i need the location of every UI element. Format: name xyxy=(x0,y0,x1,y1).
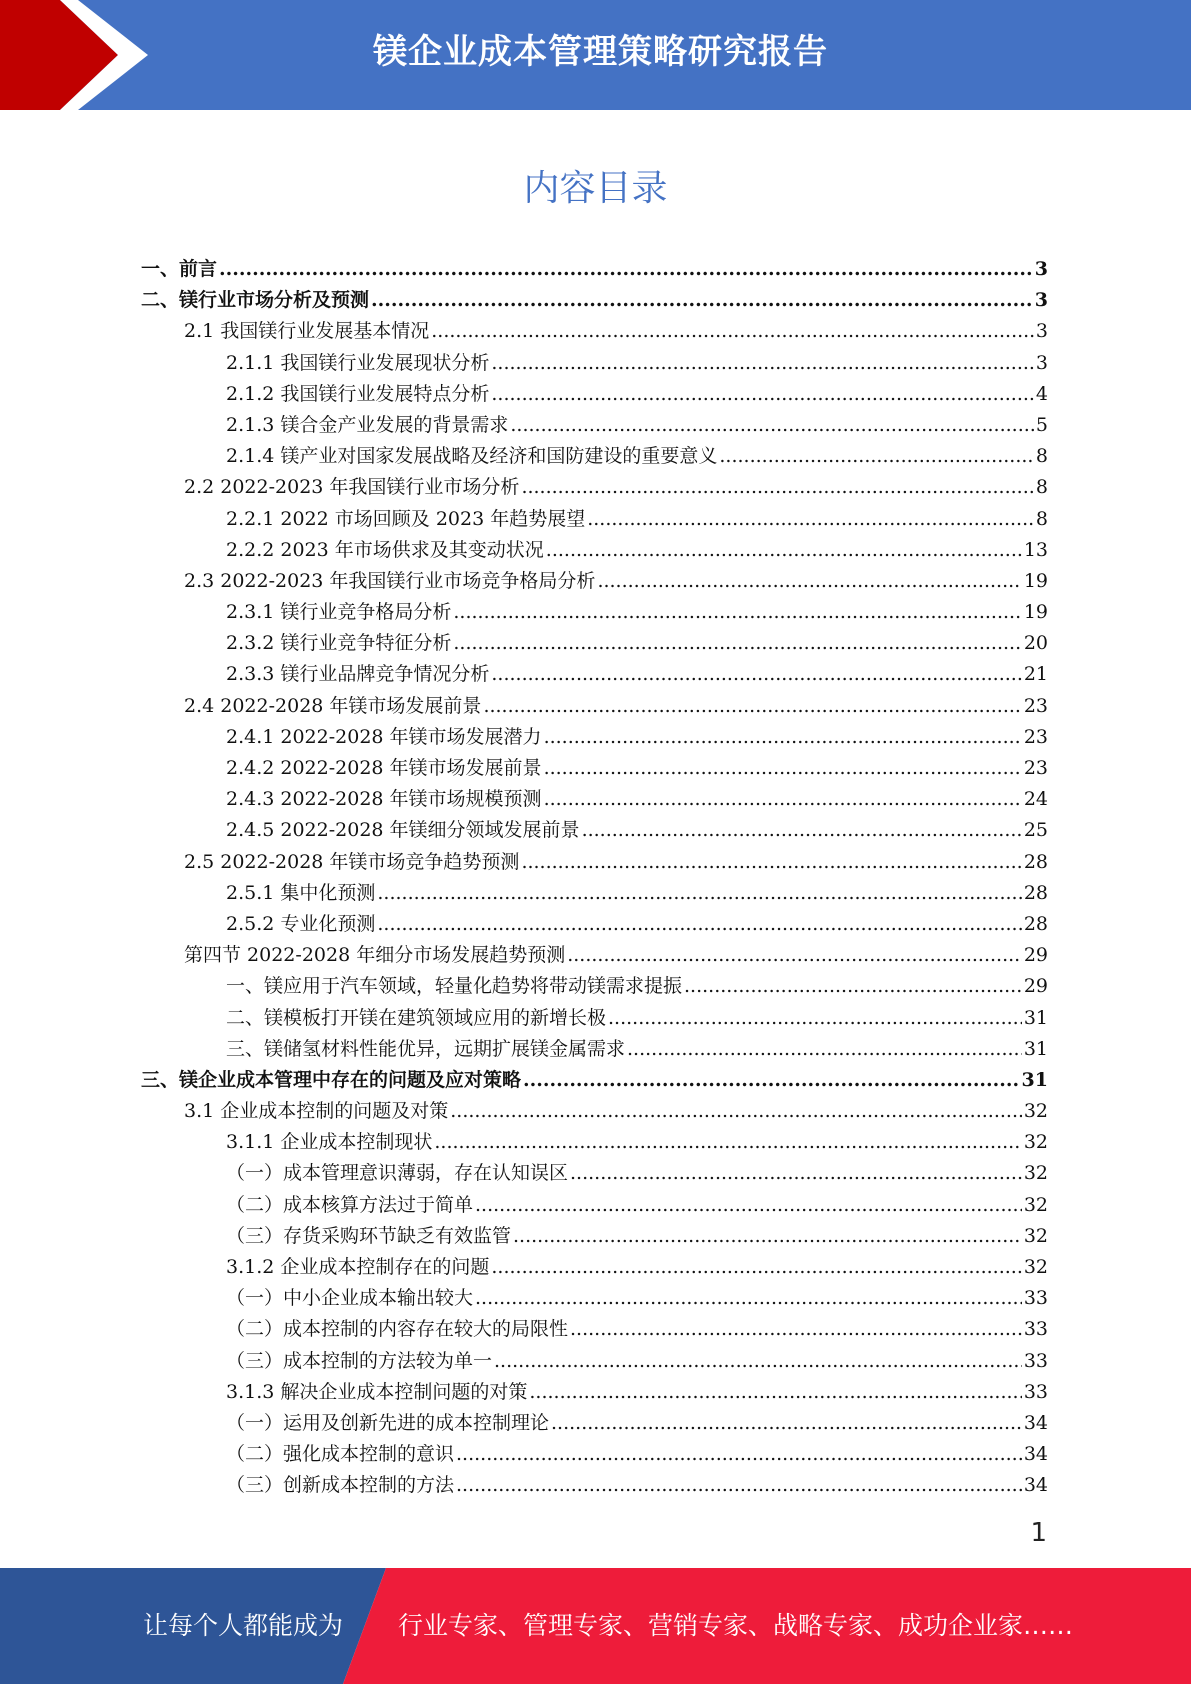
report-title: 镁企业成本管理策略研究报告 xyxy=(373,32,828,72)
toc-entry[interactable] xyxy=(141,628,1048,659)
toc-dot-leader xyxy=(456,1439,1022,1470)
toc-dot-leader xyxy=(513,1221,1022,1252)
toc-entry-page: 24 xyxy=(1023,788,1048,811)
toc-entry-title: （一）中小企业成本输出较大 xyxy=(226,1287,474,1310)
toc-entry-title: 2.3.3 镁行业品牌竞争情况分析 xyxy=(226,663,490,686)
page-number: 1 xyxy=(1030,1518,1047,1548)
toc-dot-leader xyxy=(456,1470,1022,1501)
toc-entry-page: 3 xyxy=(1034,289,1048,312)
toc-entry[interactable] xyxy=(141,285,1048,316)
toc-entry[interactable] xyxy=(141,940,1048,971)
toc-dot-leader xyxy=(483,691,1021,722)
toc-entry-page: 20 xyxy=(1023,632,1048,655)
toc-entry-title: 一、镁应用于汽车领域，轻量化趋势将带动镁需求提振 xyxy=(226,975,683,998)
toc-entry-title: 2.4.1 2022-2028 年镁市场发展潜力 xyxy=(226,725,542,748)
toc-entry[interactable] xyxy=(141,535,1048,566)
toc-dot-leader xyxy=(521,472,1033,503)
toc-entry[interactable] xyxy=(141,316,1048,347)
toc-entry-page: 23 xyxy=(1023,694,1048,717)
toc-entry[interactable] xyxy=(141,348,1048,379)
toc-entry-title: 2.5 2022-2028 年镁市场竞争趋势预测 xyxy=(184,850,520,873)
toc-entry[interactable] xyxy=(141,1003,1048,1034)
toc-dot-leader xyxy=(371,285,1033,316)
toc-entry[interactable] xyxy=(141,1377,1048,1408)
toc-entry-title: 二、镁模板打开镁在建筑领域应用的新增长极 xyxy=(226,1006,607,1029)
toc-dot-leader xyxy=(719,441,1034,472)
footer-slogan-left: 让每个人都能成为 xyxy=(143,1611,344,1640)
toc-entry[interactable] xyxy=(141,691,1048,722)
toc-entry-title: 2.1.4 镁产业对国家发展战略及经济和国防建设的重要意义 xyxy=(226,445,718,468)
toc-entry-title: 2.5.2 专业化预测 xyxy=(226,912,376,935)
toc-entry-page: 33 xyxy=(1023,1349,1048,1372)
toc-entry[interactable] xyxy=(141,379,1048,410)
toc-entry[interactable] xyxy=(141,1283,1048,1314)
toc-entry-page: 32 xyxy=(1023,1131,1048,1154)
toc-entry-title: 3.1.1 企业成本控制现状 xyxy=(226,1131,433,1154)
toc-entry-title: 2.1 我国镁行业发展基本情况 xyxy=(184,320,430,343)
toc-entry-title: 2.2 2022-2023 年我国镁行业市场分析 xyxy=(184,476,520,499)
toc-entry-title: 2.5.1 集中化预测 xyxy=(226,881,376,904)
toc-dot-leader xyxy=(377,909,1021,940)
toc-entry[interactable] xyxy=(141,566,1048,597)
toc-entry[interactable] xyxy=(141,504,1048,535)
toc-entry-title: 2.4.5 2022-2028 年镁细分领域发展前景 xyxy=(226,819,580,842)
toc-dot-leader xyxy=(546,535,1022,566)
toc-entry[interactable] xyxy=(141,1190,1048,1221)
toc-entry[interactable] xyxy=(141,441,1048,472)
toc-dot-leader xyxy=(523,1065,1020,1096)
toc-dot-leader xyxy=(491,659,1021,690)
toc-entry-page: 19 xyxy=(1023,601,1048,624)
toc-entry[interactable] xyxy=(141,1127,1048,1158)
toc-entry-title: （一）运用及创新先进的成本控制理论 xyxy=(226,1411,550,1434)
toc-dot-leader xyxy=(491,348,1034,379)
toc-entry[interactable] xyxy=(141,971,1048,1002)
toc-entry-title: （二）成本控制的内容存在较大的局限性 xyxy=(226,1318,569,1341)
toc-entry-title: （三）创新成本控制的方法 xyxy=(226,1474,455,1497)
toc-dot-leader xyxy=(475,1190,1022,1221)
toc-entry-title: 2.4.2 2022-2028 年镁市场发展前景 xyxy=(226,757,542,779)
toc-entry-page: 5 xyxy=(1035,413,1048,436)
toc-entry[interactable] xyxy=(141,1158,1048,1189)
toc-entry-title: 2.3.1 镁行业竞争格局分析 xyxy=(226,601,452,624)
toc-dot-leader xyxy=(627,1034,1022,1065)
toc-dot-leader xyxy=(587,504,1034,535)
toc-entry-page: 3 xyxy=(1035,320,1048,343)
toc-entry-page: 21 xyxy=(1023,663,1048,686)
toc-entry[interactable] xyxy=(141,753,1048,784)
toc-heading: 内容目录 xyxy=(523,168,668,209)
header-banner xyxy=(0,0,1191,110)
toc-entry-page: 3 xyxy=(1035,351,1048,374)
toc-dot-leader xyxy=(544,722,1022,753)
toc-entry-page: 19 xyxy=(1023,569,1048,592)
table-of-contents xyxy=(141,254,1048,1502)
toc-entry-title: 一、前言 xyxy=(141,258,218,280)
toc-entry-title: 二、镁行业市场分析及预测 xyxy=(141,289,370,312)
toc-entry-title: 2.2.2 2023 年市场供求及其变动状况 xyxy=(226,538,544,561)
toc-dot-leader xyxy=(684,971,1022,1002)
toc-entry-page: 28 xyxy=(1023,881,1048,904)
toc-entry-page: 34 xyxy=(1023,1474,1048,1497)
toc-entry-page: 34 xyxy=(1023,1411,1048,1434)
toc-entry-page: 29 xyxy=(1023,975,1048,998)
toc-entry-page: 3 xyxy=(1034,258,1048,280)
toc-entry[interactable] xyxy=(141,472,1048,503)
footer-banner xyxy=(0,1568,1191,1684)
toc-entry[interactable] xyxy=(141,784,1048,815)
toc-entry[interactable] xyxy=(141,254,1048,285)
toc-dot-leader xyxy=(453,597,1021,628)
toc-dot-leader xyxy=(434,1127,1021,1158)
toc-entry-title: 3.1 企业成本控制的问题及对策 xyxy=(184,1100,449,1123)
toc-entry-title: 2.1.1 我国镁行业发展现状分析 xyxy=(226,351,490,374)
toc-entry-title: （二）成本核算方法过于简单 xyxy=(226,1193,474,1216)
toc-entry[interactable] xyxy=(141,1439,1048,1470)
toc-entry-title: （三）成本控制的方法较为单一 xyxy=(226,1349,493,1372)
toc-dot-leader xyxy=(510,410,1034,441)
toc-entry[interactable] xyxy=(141,1314,1048,1345)
toc-entry[interactable] xyxy=(141,722,1048,753)
toc-entry-page: 31 xyxy=(1023,1037,1048,1060)
toc-entry-page: 28 xyxy=(1023,850,1048,873)
toc-entry-page: 4 xyxy=(1035,382,1048,405)
toc-entry-page: 25 xyxy=(1023,819,1048,842)
toc-entry-title: 3.1.2 企业成本控制存在的问题 xyxy=(226,1256,490,1278)
toc-entry[interactable] xyxy=(141,815,1048,846)
toc-dot-leader xyxy=(494,1346,1022,1377)
toc-entry-page: 28 xyxy=(1023,912,1048,935)
toc-entry-page: 23 xyxy=(1023,757,1048,779)
toc-entry[interactable] xyxy=(141,659,1048,690)
toc-entry[interactable] xyxy=(141,1096,1048,1127)
toc-entry-page: 32 xyxy=(1023,1193,1048,1216)
toc-dot-leader xyxy=(544,753,1022,784)
toc-entry-page: 31 xyxy=(1021,1068,1048,1091)
footer-slogan-right: 行业专家、管理专家、营销专家、战略专家、成功企业家…… xyxy=(398,1611,1074,1640)
toc-dot-leader xyxy=(570,1314,1022,1345)
toc-entry-page: 33 xyxy=(1023,1287,1048,1310)
toc-entry[interactable] xyxy=(141,847,1048,878)
toc-entry-page: 8 xyxy=(1035,507,1048,530)
toc-entry-title: 2.1.3 镁合金产业发展的背景需求 xyxy=(226,413,509,436)
toc-entry-title: 2.1.2 我国镁行业发展特点分析 xyxy=(226,382,490,405)
toc-dot-leader xyxy=(453,628,1021,659)
toc-entry-title: 2.3 2022-2023 年我国镁行业市场竞争格局分析 xyxy=(184,569,596,592)
toc-dot-leader xyxy=(567,940,1022,971)
toc-entry[interactable] xyxy=(141,410,1048,441)
toc-dot-leader xyxy=(219,254,1033,285)
toc-entry[interactable] xyxy=(141,1065,1048,1096)
toc-entry[interactable] xyxy=(141,1221,1048,1252)
toc-entry-page: 33 xyxy=(1023,1380,1048,1403)
toc-entry-title: 三、镁企业成本管理中存在的问题及应对策略 xyxy=(141,1068,522,1091)
toc-entry-page: 33 xyxy=(1023,1318,1048,1341)
toc-dot-leader xyxy=(529,1377,1021,1408)
toc-dot-leader xyxy=(551,1408,1022,1439)
toc-entry[interactable] xyxy=(141,1252,1048,1283)
toc-entry[interactable] xyxy=(141,1408,1048,1439)
toc-entry-title: 第四节 2022-2028 年细分市场发展趋势预测 xyxy=(184,944,566,967)
toc-dot-leader xyxy=(491,379,1034,410)
toc-dot-leader xyxy=(431,316,1034,347)
toc-entry-page: 8 xyxy=(1035,445,1048,468)
toc-dot-leader xyxy=(475,1283,1022,1314)
toc-entry-page: 31 xyxy=(1023,1006,1048,1029)
toc-dot-leader xyxy=(597,566,1021,597)
toc-entry-page: 32 xyxy=(1023,1224,1048,1247)
toc-dot-leader xyxy=(377,878,1021,909)
toc-dot-leader xyxy=(450,1096,1022,1127)
toc-dot-leader xyxy=(570,1158,1022,1189)
toc-entry-page: 13 xyxy=(1023,538,1048,561)
toc-dot-leader xyxy=(491,1252,1021,1283)
toc-entry-title: 2.4 2022-2028 年镁市场发展前景 xyxy=(184,694,482,717)
toc-entry-page: 8 xyxy=(1035,476,1048,499)
toc-entry[interactable] xyxy=(141,1346,1048,1377)
toc-entry-title: 2.4.3 2022-2028 年镁市场规模预测 xyxy=(226,788,542,811)
toc-entry[interactable] xyxy=(141,878,1048,909)
toc-entry-page: 23 xyxy=(1023,725,1048,748)
toc-entry[interactable] xyxy=(141,1470,1048,1501)
toc-entry-title: （二）强化成本控制的意识 xyxy=(226,1443,455,1466)
toc-dot-leader xyxy=(582,815,1022,846)
toc-entry-title: 2.2.1 2022 市场回顾及 2023 年趋势展望 xyxy=(226,507,586,530)
toc-entry[interactable] xyxy=(141,1034,1048,1065)
toc-entry-page: 29 xyxy=(1023,944,1048,967)
toc-entry-title: 3.1.3 解决企业成本控制问题的对策 xyxy=(226,1380,528,1403)
toc-entry-title: 2.3.2 镁行业竞争特征分析 xyxy=(226,632,452,655)
toc-entry-title: 三、镁储氢材料性能优异，远期扩展镁金属需求 xyxy=(226,1037,626,1060)
toc-dot-leader xyxy=(521,847,1021,878)
toc-entry-page: 32 xyxy=(1023,1256,1048,1278)
toc-dot-leader xyxy=(608,1003,1022,1034)
toc-entry[interactable] xyxy=(141,597,1048,628)
toc-entry-page: 32 xyxy=(1023,1100,1048,1123)
toc-entry-title: （三）存货采购环节缺乏有效监管 xyxy=(226,1224,512,1247)
toc-entry-page: 34 xyxy=(1023,1443,1048,1466)
toc-entry-page: 32 xyxy=(1023,1162,1048,1185)
toc-entry-title: （一）成本管理意识薄弱，存在认知误区 xyxy=(226,1162,569,1185)
toc-dot-leader xyxy=(544,784,1022,815)
toc-entry[interactable] xyxy=(141,909,1048,940)
